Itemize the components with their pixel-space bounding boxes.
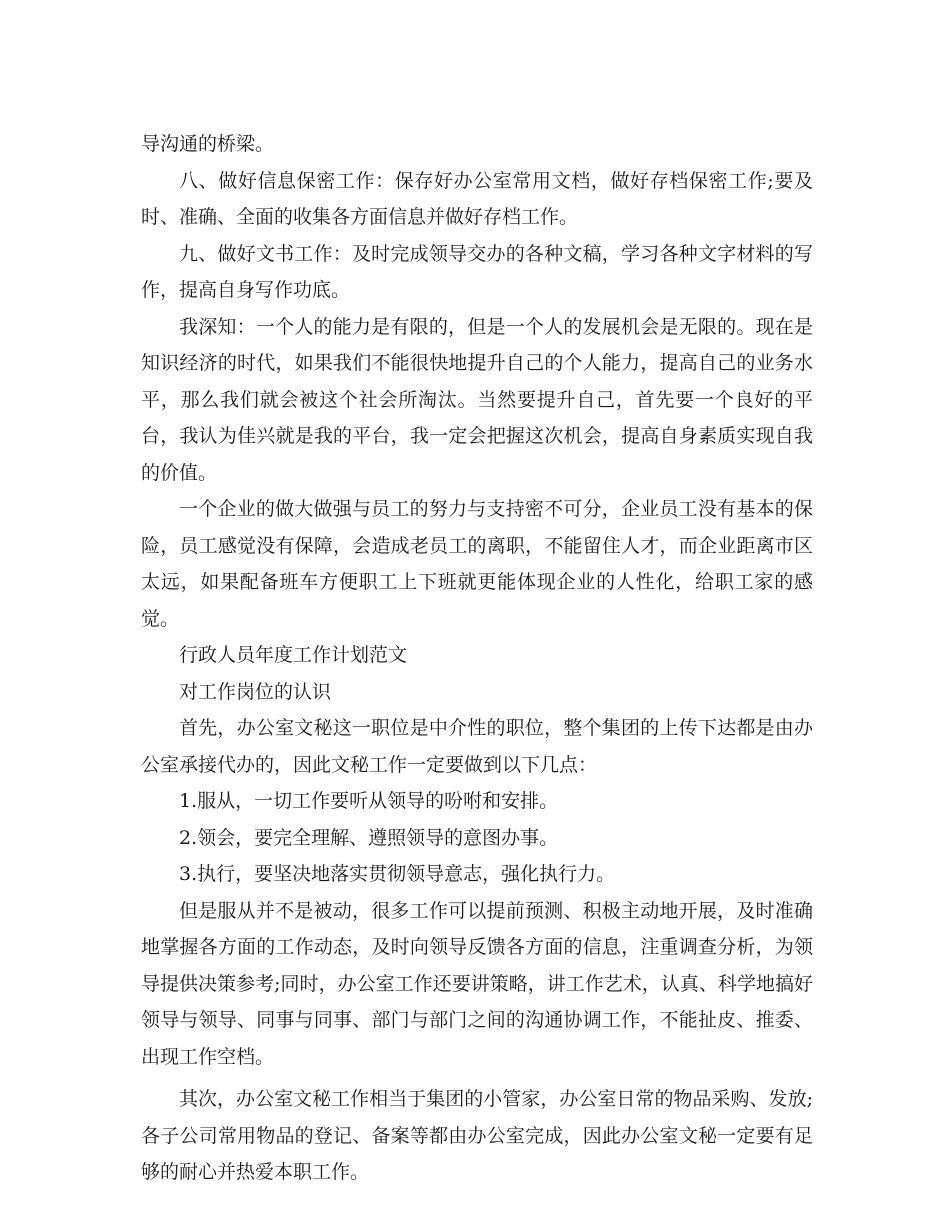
paragraph-proactive: 但是服从并不是被动，很多工作可以提前预测、积极主动地开展，及时准确地掌握各方面的工作动态，及时向领导反馈各方面的信息，注重调查分析，为领导提供决策参考;同时，办公室工作还要讲策略，讲工作艺术，认真、科学地搞好领导与领导、同事与同事、部门与部门之间的沟通协调工作，不能扯皮、推委、出现工作空档。 xyxy=(141,899,813,1068)
paragraph-self-awareness: 我深知：一个人的能力是有限的，但是一个人的发展机会是无限的。现在是知识经济的时代，如果我们不能很快地提升自己的个人能力，提高自己的业务水平，那么我们就会被这个社会所淘汰。当然要提升自己，首先要一个良好的平台，我认为佳兴就是我的平台，我一定会把握这次机会，提高自身素质实现自我的价值。 xyxy=(141,315,813,484)
paragraph-second: 其次，办公室文秘工作相当于集团的小管家，办公室日常的物品采购、发放;各子公司常用物品的登记、备案等都由办公室完成，因此办公室文秘一定要有足够的耐心并热爱本职工作。 xyxy=(141,1088,813,1183)
list-item-understand: 2.领会，要完全理解、遵照领导的意图办事。 xyxy=(179,826,559,849)
list-item-obey: 1.服从，一切工作要听从领导的吩咐和安排。 xyxy=(179,790,559,812)
paragraph-item-eight: 八、做好信息保密工作：保存好办公室常用文档，做好存档保密工作;要及时、准确、全面的收集各方面信息并做好存档工作。 xyxy=(141,169,813,228)
section-title: 行政人员年度工作计划范文 xyxy=(179,644,408,666)
section-subtitle: 对工作岗位的认识 xyxy=(179,680,332,703)
paragraph-continuation: 导沟通的桥梁。 xyxy=(141,133,275,155)
document-body xyxy=(141,126,813,1191)
paragraph-enterprise: 一个企业的做大做强与员工的努力与支持密不可分，企业员工没有基本的保险，员工感觉没有保障，会造成老员工的离职，不能留住人才，而企业距离市区太远，如果配备班车方便职工上下班就更能体现企业的人性化，给职工家的感觉。 xyxy=(141,498,813,630)
paragraph-item-nine: 九、做好文书工作：及时完成领导交办的各种文稿，学习各种文字材料的写作，提高自身写作功底。 xyxy=(141,242,813,301)
paragraph-first: 首先，办公室文秘这一职位是中介性的职位，整个集团的上传下达都是由办公室承接代办的，因此文秘工作一定要做到以下几点： xyxy=(141,717,813,776)
list-item-execute: 3.执行，要坚决地落实贯彻领导意志，强化执行力。 xyxy=(179,863,616,885)
